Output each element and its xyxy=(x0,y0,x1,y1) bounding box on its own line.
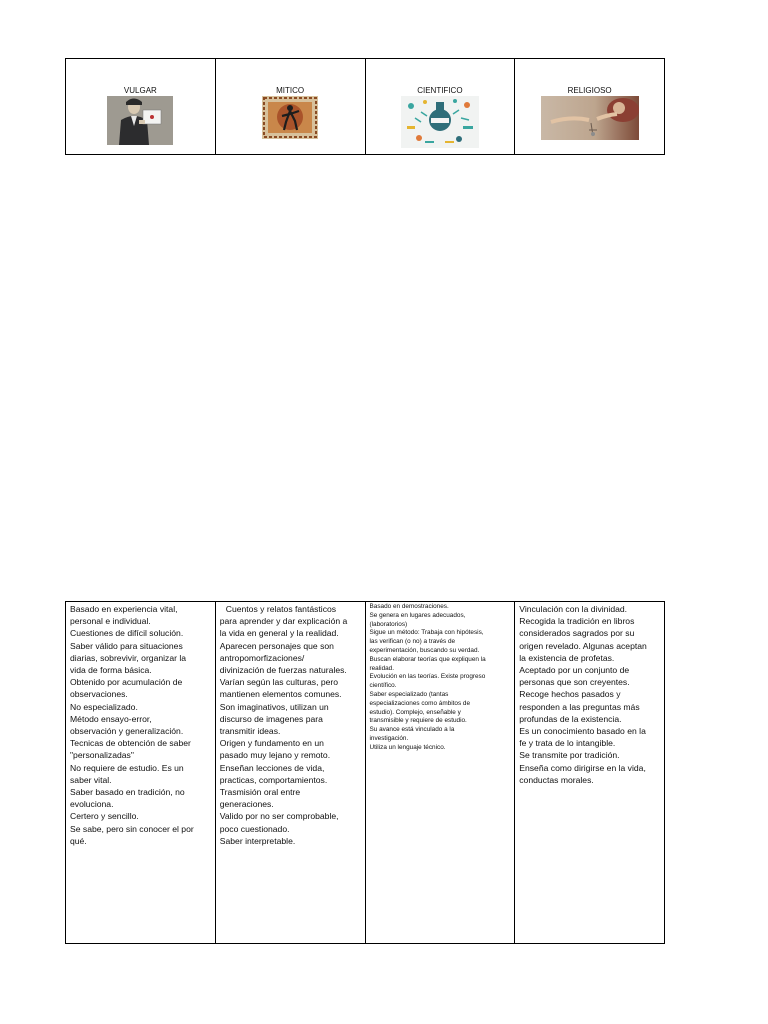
description-line: Recogida la tradición en libros xyxy=(519,616,635,627)
description-line: científico. xyxy=(369,682,397,690)
description-line: No especializado. xyxy=(70,701,138,712)
description-line: Cuestiones de difícil solución. xyxy=(70,628,184,639)
description-line: la vida en general y la realidad. xyxy=(219,628,339,639)
description-line: Utiliza un lenguaje técnico. xyxy=(369,743,446,751)
description-list-vulgar xyxy=(70,603,212,847)
description-line: Aparecen personajes que son xyxy=(219,640,334,651)
description-line: poco cuestionado. xyxy=(219,823,290,834)
header-table xyxy=(65,58,665,155)
description-line: diarias, sobrevivir, organizar la xyxy=(70,652,187,663)
description-line: Se transmite por tradición. xyxy=(519,750,620,761)
description-line: Método ensayo-error, xyxy=(70,713,152,724)
description-line: Basado en experiencia vital, xyxy=(70,604,178,614)
description-line: observaciones. xyxy=(70,689,128,700)
description-line: "personalizadas" xyxy=(70,750,134,761)
description-line: transmisible y requiere de estudio. xyxy=(369,717,467,725)
description-line: Es un conocimiento basado en la xyxy=(519,726,646,737)
description-line: Vinculación con la divinidad. xyxy=(519,604,628,614)
description-list-religioso xyxy=(519,603,661,786)
description-line: Origen y fundamento en un xyxy=(219,738,324,749)
description-line: la existencia de profetas. xyxy=(519,652,615,663)
description-line: origen revelado. Algunas aceptan xyxy=(519,640,647,651)
description-line: Enseñan lecciones de vida, xyxy=(219,762,325,773)
description-line: Obtenido por acumulación de xyxy=(70,677,183,688)
creation-of-adam-fresco-icon xyxy=(541,96,639,140)
science-lab-doodles-icon xyxy=(401,96,479,148)
description-line: discurso de imagenes para xyxy=(219,713,323,724)
description-line: practicas, comportamientos. xyxy=(219,774,328,785)
description-line: Aceptado por un conjunto de xyxy=(519,665,630,676)
description-line: observación y generalización. xyxy=(70,726,184,737)
description-line: Se genera en lugares adecuados, xyxy=(369,611,466,619)
description-line: experimentación, buscando su verdad. xyxy=(369,646,480,654)
description-line: Sigue un método: Trabaja con hipótesis, xyxy=(369,629,484,637)
description-line: Valido por no ser comprobable, xyxy=(219,811,339,822)
description-line: estudio). Complejo, enseñable y xyxy=(369,708,461,716)
description-cell-religioso xyxy=(515,602,665,944)
man-with-card-photo-icon xyxy=(107,96,173,145)
description-cell-vulgar xyxy=(66,602,216,944)
description-line: realidad. xyxy=(369,664,395,672)
description-line: divinización de fuerzas naturales. xyxy=(219,665,347,676)
description-line: No requiere de estudio. Es un xyxy=(70,762,184,773)
column-title-cientifico: CIENTIFICO xyxy=(417,86,463,95)
description-line: investigación. xyxy=(369,734,409,742)
description-line: las verifican (o no) a través de xyxy=(369,638,456,646)
description-line: personas que son creyentes. xyxy=(519,677,630,688)
description-line: fe y trata de lo intangible. xyxy=(519,738,616,749)
column-title-mitico: MITICO xyxy=(276,86,305,95)
description-line: considerados sagrados por su xyxy=(519,628,635,639)
description-line: para aprender y dar explicación a xyxy=(219,616,348,627)
description-line: mantienen elementos comunes. xyxy=(219,689,342,700)
description-line: Tecnicas de obtención de saber xyxy=(70,738,191,749)
column-title-vulgar: VULGAR xyxy=(123,86,157,95)
description-line: Varían según las culturas, pero xyxy=(219,677,339,688)
description-line: Evolución en las teorías. Existe progreso xyxy=(369,673,486,681)
description-line: Saber interpretable. xyxy=(219,835,296,846)
description-line: especializaciones como ámbitos de xyxy=(369,699,471,707)
description-line: personal e individual. xyxy=(70,616,151,627)
description-line: conductas morales. xyxy=(519,774,594,785)
header-cell-cientifico xyxy=(365,59,515,155)
description-line: Certero y sencillo. xyxy=(70,811,139,822)
descriptions-table xyxy=(65,601,665,944)
description-line: transmitir ideas. xyxy=(219,726,281,737)
description-line: Enseña como dirigirse en la vida, xyxy=(519,762,646,773)
description-cell-mitico xyxy=(215,602,365,944)
description-line: Recoge hechos pasados y xyxy=(519,689,621,700)
description-line: Saber basado en tradición, no xyxy=(70,787,185,798)
description-line: Basado en demostraciones. xyxy=(369,603,449,610)
description-line: saber vital. xyxy=(70,774,112,785)
description-line: Son imaginativos, utilizan un xyxy=(219,701,329,712)
header-cell-religioso xyxy=(515,59,665,155)
description-line: qué. xyxy=(70,835,87,846)
column-title-religioso: RELIGIOSO xyxy=(567,86,612,95)
description-line: pasado muy lejano y remoto. xyxy=(219,750,331,761)
header-cell-mitico xyxy=(215,59,365,155)
description-line: Trasmisión oral entre xyxy=(219,787,301,798)
description-line: profundas de la existencia. xyxy=(519,713,622,724)
description-line: vida de forma básica. xyxy=(70,665,152,676)
description-line: evoluciona. xyxy=(70,799,114,810)
description-line: Su avance está vinculado a la xyxy=(369,726,455,734)
description-cell-cientifico xyxy=(365,602,515,944)
header-cell-vulgar xyxy=(66,59,216,155)
description-line: Cuentos y relatos fantásticos xyxy=(225,604,337,614)
description-list-mitico xyxy=(220,603,362,847)
description-line: Buscan elaborar teorías que expliquen la xyxy=(369,655,486,663)
description-line: Saber válido para situaciones xyxy=(70,640,183,651)
description-line: (laboratorios) xyxy=(369,620,408,628)
description-line: antropomorfizaciones/ xyxy=(219,652,305,663)
mythology-amphora-figure-icon xyxy=(262,96,318,139)
description-line: responden a las preguntas más xyxy=(519,701,640,712)
description-line: Saber especializado (tantas xyxy=(369,690,449,698)
description-line: generaciones. xyxy=(219,799,274,810)
description-line: Se sabe, pero sin conocer el por xyxy=(70,823,194,834)
description-list-cientifico xyxy=(370,603,512,753)
